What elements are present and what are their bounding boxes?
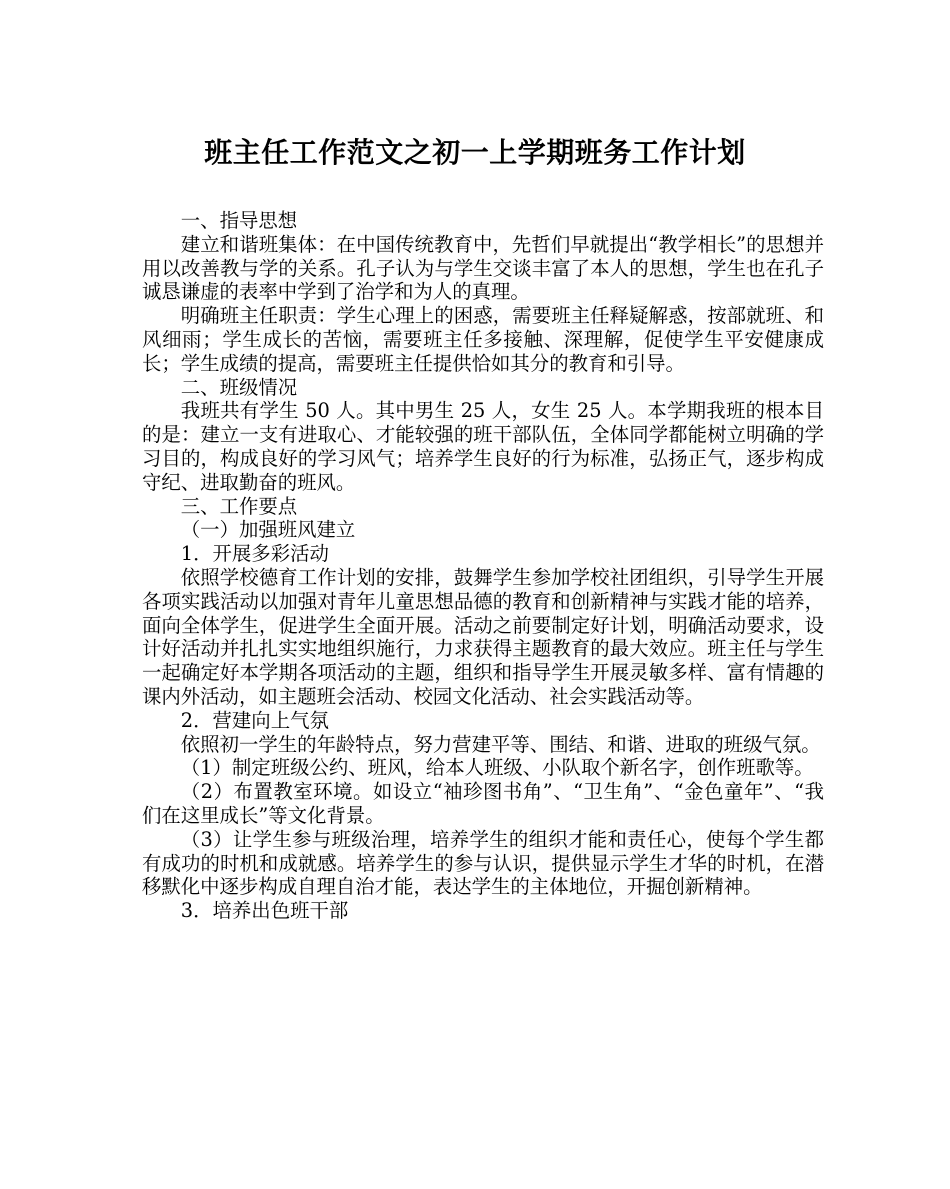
paragraph-atmosphere: 依照初一学生的年龄特点，努力营建平等、围结、和谐、进取的班级气氛。: [180, 732, 821, 756]
paragraph-harmonious-class: 建立和谐班集体：在中国传统教育中，先哲们早就提出“教学相长”的思想并用以改善教与学的关系。孔子认为与学生交谈丰富了本人的思想，学生也在孔子诚恳谦虚的表率中学到了治学和为人的真理。: [142, 232, 824, 304]
item-heading-activities: 1．开展多彩活动: [180, 542, 329, 566]
section-heading-class-situation: 二、班级情况: [180, 375, 298, 399]
item-heading-atmosphere: 2．营建向上气氛: [180, 708, 329, 732]
section-heading-guiding-ideology: 一、指导思想: [180, 209, 298, 232]
paragraph-class-situation: 我班共有学生 50 人。其中男生 25 人，女生 25 人。本学期我班的根本目的是：建立一支有进取心、才能较强的班干部队伍，全体同学都能树立明确的学习目的，构成良好的学习风气；培养学生良好的行为标准，弘扬正气，逐步构成守纪、进取勤奋的班风。: [142, 399, 824, 494]
list-item-class-management: （3）让学生参与班级治理，培养学生的组织才能和责任心，使每个学生都有成功的时机和成就感。培养学生的参与认识，提供显示学生才华的时机，在潜移默化中逐步构成自理自治才能，表达学生的主体地位，开掘创新精神。: [142, 827, 824, 899]
list-item-class-convention: （1）制定班级公约、班风，给本人班级、小队取个新名字，创作班歌等。: [180, 756, 814, 780]
section-heading-work-points: 三、工作要点: [180, 494, 298, 518]
paragraph-activities: 依照学校德育工作计划的安排，鼓舞学生参加学校社团组织，引导学生开展各项实践活动以加强对青年儿童思想品德的教育和创新精神与实践才能的培养，面向全体学生，促进学生全面开展。活动之前要制定好计划，明确活动要求，设计好活动并扎扎实实地组织施行，力求获得主题教育的最大效应。班主任与学生一起确定好本学期各项活动的主题，组织和指导学生开展灵敏多样、富有情趣的课内外活动，如主题班会活动、校园文化活动、社会实践活动等。: [142, 565, 824, 708]
paragraph-teacher-duties: 明确班主任职责：学生心理上的困惑，需要班主任释疑解惑，按部就班、和风细雨；学生成长的苦恼，需要班主任多接触、深理解，促使学生平安健康成长；学生成绩的提高，需要班主任提供恰如其分的教育和引导。: [142, 304, 824, 375]
document-title: 班主任工作范文之初一上学期班务工作计划: [204, 136, 746, 169]
subsection-heading-class-spirit: （一）加强班风建立: [180, 518, 356, 542]
item-heading-class-cadres: 3．培养出色班干部: [180, 899, 349, 923]
list-item-classroom-environment: （2）布置教室环境。如设立“袖珍图书角”、“卫生角”、“金色童年”、“我们在这里成长”等文化背景。: [142, 780, 824, 827]
document-body: [142, 209, 824, 923]
